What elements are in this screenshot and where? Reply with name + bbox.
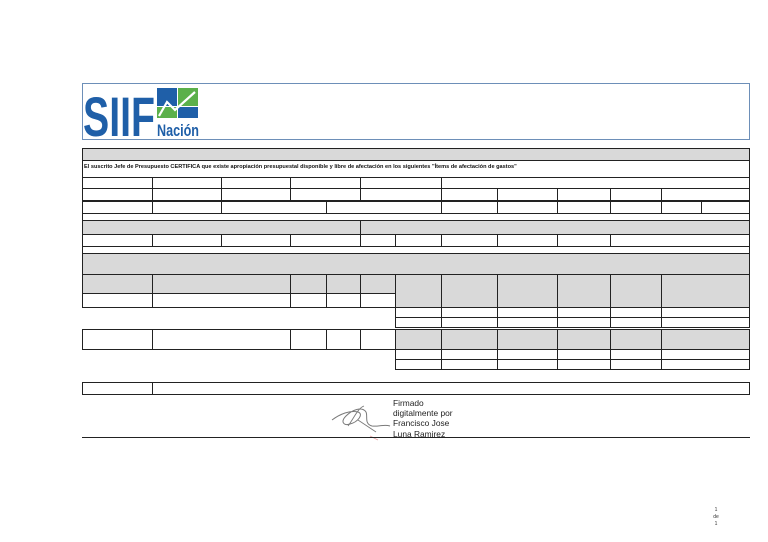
detail-row [497, 317, 558, 328]
detail-header-row [610, 274, 662, 308]
table-row [557, 188, 611, 201]
detail-header-row [497, 274, 558, 308]
handwritten-signature [328, 402, 394, 442]
table-row [290, 188, 361, 201]
detail-row [441, 317, 498, 328]
item-header-row [82, 274, 153, 294]
detail-header-row [441, 329, 498, 350]
digital-signature-text [393, 398, 453, 439]
page-number [706, 507, 726, 528]
signature-line: digitalmente por [393, 408, 453, 419]
table-row [152, 188, 222, 201]
detail-row [441, 359, 498, 370]
detail-row [610, 317, 662, 328]
detail-row [557, 317, 611, 328]
item-row [152, 329, 291, 350]
item-row [290, 329, 327, 350]
item-row [152, 293, 291, 308]
table-row [661, 188, 750, 201]
item-header-row [326, 274, 361, 294]
table-row [360, 188, 442, 201]
detail-header-row [557, 274, 611, 308]
detail-header-row [661, 274, 750, 308]
page-separator: de [713, 514, 719, 520]
detail-header-row [395, 329, 442, 350]
item-header-row [152, 274, 291, 294]
signature-rule [82, 437, 750, 438]
item-header-row [290, 274, 327, 294]
item-row [360, 293, 396, 308]
signature-line: Firmado [393, 398, 424, 408]
table-row [441, 188, 498, 201]
table-row [610, 188, 662, 201]
detail-row [497, 359, 558, 370]
item-row [326, 329, 361, 350]
item-header-row [360, 274, 396, 294]
section-band [82, 253, 750, 275]
notes-value-cell [152, 382, 750, 395]
detail-header-row [661, 329, 750, 350]
detail-row [661, 359, 750, 370]
table-row [82, 188, 153, 201]
signature-line: Francisco Jose [393, 418, 450, 429]
svg-text:Nación: Nación [157, 121, 199, 138]
detail-header-row [610, 329, 662, 350]
item-row [82, 293, 153, 308]
page-current: 1 [714, 507, 718, 513]
detail-header-row [557, 329, 611, 350]
svg-text:SIIF: SIIF [83, 86, 155, 138]
table-row [221, 188, 291, 201]
section-band-right [360, 220, 750, 235]
item-row [290, 293, 327, 308]
detail-row [395, 359, 442, 370]
certification-text: El suscrito Jefe de Presupuesto CERTIFICA que existe apropiación presupuestal disponible y libre de afectación en los siguientes "Ítems de afectación de gastos" [84, 164, 517, 170]
detail-header-row [441, 274, 498, 308]
page-total: 1 [714, 521, 718, 527]
section-band-left [82, 220, 361, 235]
detail-header-row [395, 274, 442, 308]
detail-row [395, 317, 442, 328]
siif-nacion-logo [83, 86, 201, 138]
detail-row [557, 359, 611, 370]
table-row [497, 188, 558, 201]
detail-header-row [497, 329, 558, 350]
item-row [82, 329, 153, 350]
item-row [326, 293, 361, 308]
signature-line: Luna Ramirez [393, 428, 446, 439]
item-row [360, 329, 396, 350]
detail-row [661, 317, 750, 328]
notes-label-cell [82, 382, 153, 395]
detail-row [610, 359, 662, 370]
